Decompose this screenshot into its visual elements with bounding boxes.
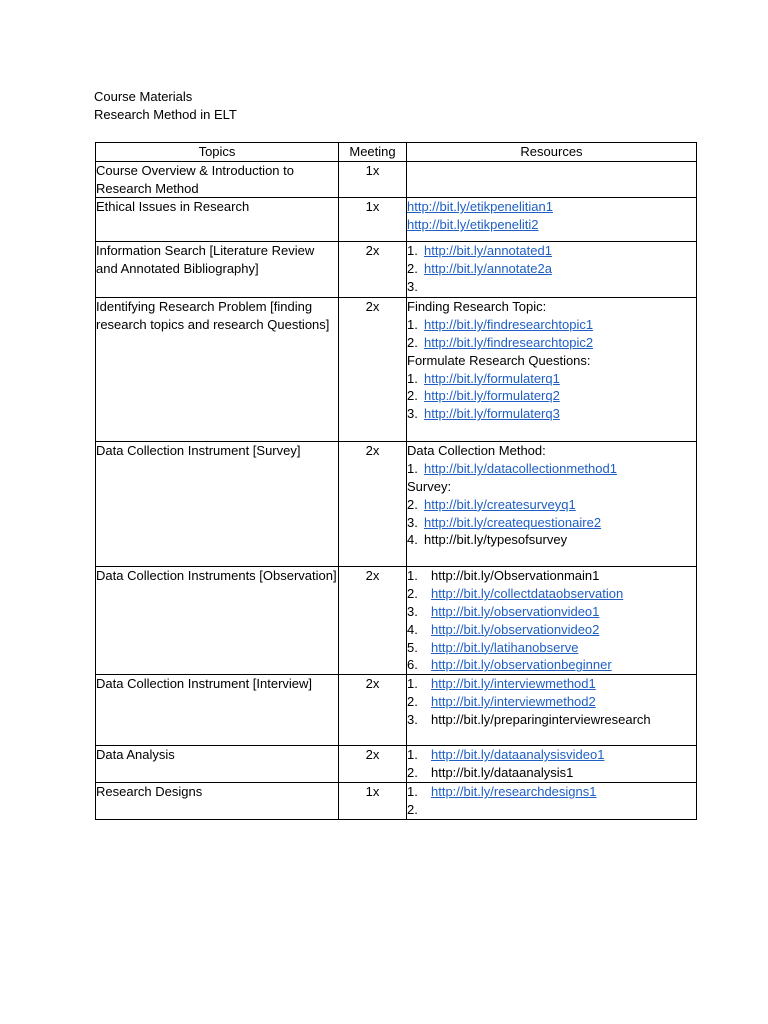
resource-text: Survey: [407,478,452,494]
resource-link[interactable]: http://bit.ly/annotate2a [424,261,552,277]
resource-item [407,603,696,621]
resource-item [407,675,696,693]
resource-item [407,298,696,316]
resource-link[interactable]: http://bit.ly/annotated1 [424,243,552,259]
resources-cell [407,746,697,783]
topic-cell: Data Collection Instrument [Interview] [96,675,339,746]
topic-cell: Ethical Issues in Research [96,198,339,242]
resource-link[interactable]: http://bit.ly/dataanalysisvideo1 [431,747,605,763]
resource-number: 1. [407,747,418,763]
table-row [96,442,697,567]
resource-link[interactable]: http://bit.ly/observationvideo1 [431,603,600,619]
topic-cell: Research Designs [96,783,339,820]
resources-cell [407,242,697,298]
resource-text: Data Collection Method: [407,443,546,459]
resource-text: http://bit.ly/preparinginterviewresearch [431,711,651,727]
course-name-subtitle: Research Method in ELT [94,107,237,122]
resource-text: http://bit.ly/Observationmain1 [431,568,600,584]
resource-link[interactable]: http://bit.ly/interviewmethod1 [431,676,596,692]
topics-column-header: Topics [96,143,339,162]
resource-item [407,460,696,478]
resource-number: 1. [407,676,418,692]
resource-number: 3. [407,711,418,727]
meeting-cell: 1x [339,783,407,820]
resource-number: 2. [407,496,418,512]
resource-number: 1. [407,568,418,584]
resource-item [407,711,696,729]
resource-link[interactable]: http://bit.ly/observationvideo2 [431,621,600,637]
resource-item [407,278,696,296]
resource-item [407,352,696,370]
resource-number: 2. [407,765,418,781]
resources-cell [407,675,697,746]
table-row [96,675,697,746]
resource-number: 3. [407,406,418,422]
resource-link[interactable]: http://bit.ly/findresearchtopic2 [424,334,594,350]
resources-cell [407,198,697,242]
resource-item [407,496,696,514]
table-row [96,298,697,442]
meeting-column-header: Meeting [339,143,407,162]
resource-item [407,783,696,801]
resource-number: 3. [407,514,418,530]
resource-link[interactable]: http://bit.ly/researchdesigns1 [431,784,597,800]
topic-cell: Identifying Research Problem [finding research topics and research Questions] [96,298,339,442]
resource-item [407,567,696,585]
resource-text: Finding Research Topic: [407,299,547,315]
resources-column-header: Resources [407,143,697,162]
resource-link[interactable]: http://bit.ly/observationbeginner [431,657,612,673]
resources-cell [407,783,697,820]
resource-number: 3. [407,603,418,619]
resource-item [407,478,696,496]
resource-number: 1. [407,243,418,259]
meeting-cell: 2x [339,567,407,675]
meeting-cell: 1x [339,161,407,198]
meeting-cell: 2x [339,298,407,442]
resource-link[interactable]: http://bit.ly/interviewmethod2 [431,694,596,710]
resource-number: 6. [407,657,418,673]
resource-link[interactable]: http://bit.ly/formulaterq2 [424,388,560,404]
resource-number: 3. [407,278,418,294]
resource-number: 2. [407,694,418,710]
resource-number: 1. [407,317,418,333]
resource-link[interactable]: http://bit.ly/etikpenelitian1 [407,199,553,215]
resource-text: http://bit.ly/dataanalysis1 [431,765,574,781]
meeting-cell: 2x [339,746,407,783]
document-header [94,88,237,124]
resource-item [407,216,696,234]
resource-link[interactable]: http://bit.ly/formulaterq1 [424,370,560,386]
resource-link[interactable]: http://bit.ly/datacollectionmethod1 [424,461,617,477]
resource-link[interactable]: http://bit.ly/createsurveyq1 [424,496,576,512]
resource-item [407,405,696,423]
resource-item [407,242,696,260]
meeting-cell: 2x [339,442,407,567]
resource-number: 4. [407,532,418,548]
resources-cell [407,298,697,442]
resource-number: 2. [407,388,418,404]
resource-link[interactable]: http://bit.ly/createquestionaire2 [424,514,602,530]
resource-item [407,746,696,764]
resource-item [407,693,696,711]
resource-text: http://bit.ly/typesofsurvey [424,532,568,548]
topic-cell: Information Search [Literature Review and Annotated Bibliography] [96,242,339,298]
table-row [96,198,697,242]
resource-item [407,387,696,405]
meeting-cell: 2x [339,675,407,746]
resource-number: 2. [407,802,418,818]
table-row [96,746,697,783]
resource-item [407,531,696,549]
resource-link[interactable]: http://bit.ly/etikpeneliti2 [407,217,539,233]
resource-number: 4. [407,621,418,637]
topic-cell: Data Collection Instrument [Survey] [96,442,339,567]
resource-item [407,260,696,278]
table-row [96,161,697,198]
resources-cell [407,161,697,198]
resource-item [407,442,696,460]
resource-item [407,801,696,819]
resource-text: Formulate Research Questions: [407,352,591,368]
resource-item [407,764,696,782]
resource-link[interactable]: http://bit.ly/formulaterq3 [424,406,560,422]
resource-item [407,656,696,674]
resource-number: 1. [407,370,418,386]
resource-item [407,585,696,603]
resources-cell [407,567,697,675]
resource-item [407,514,696,532]
resource-item [407,621,696,639]
resource-link[interactable]: http://bit.ly/latihanobserve [431,639,579,655]
resource-number: 2. [407,586,418,602]
resource-number: 2. [407,261,418,277]
table-row [96,567,697,675]
table-row [96,783,697,820]
resource-number: 1. [407,784,418,800]
resource-item [407,370,696,388]
resource-number: 2. [407,334,418,350]
resource-item [407,198,696,216]
resource-item [407,639,696,657]
table-header-row [96,143,697,162]
resource-number: 1. [407,461,418,477]
topic-cell: Data Collection Instruments [Observation] [96,567,339,675]
course-materials-title: Course Materials [94,89,193,104]
meeting-cell: 1x [339,198,407,242]
table-body [96,161,697,819]
table-row [96,242,697,298]
topic-cell: Data Analysis [96,746,339,783]
resource-link[interactable]: http://bit.ly/findresearchtopic1 [424,317,594,333]
course-materials-table [95,142,697,820]
topic-cell: Course Overview & Introduction to Research Method [96,161,339,198]
meeting-cell: 2x [339,242,407,298]
resource-link[interactable]: http://bit.ly/collectdataobservation [431,586,624,602]
resources-cell [407,442,697,567]
resource-item [407,316,696,334]
resource-item [407,334,696,352]
resource-number: 5. [407,639,418,655]
